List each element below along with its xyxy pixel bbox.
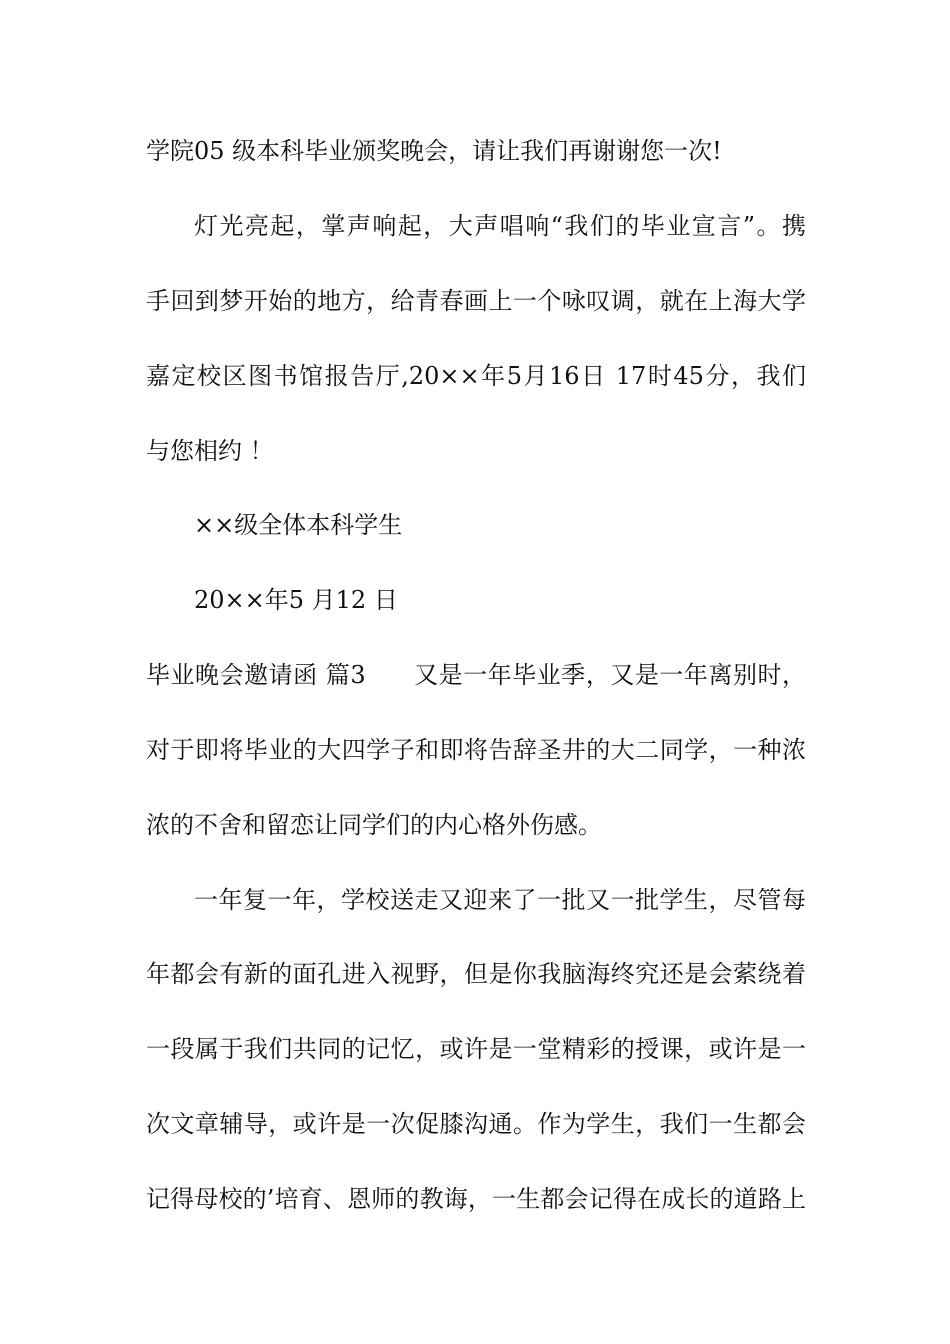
text-line: 与您相约 ！ <box>146 437 274 465</box>
text-line: 一年复一年，学校送走又迎来了一批又一批学生，尽管每 <box>194 886 806 914</box>
text-line: 手回到梦开始的地方，给青春画上一个咏叹调，就在上海大学 <box>146 287 806 315</box>
section-heading: 毕业晚会邀请函 篇3 <box>146 661 366 689</box>
text-line: 对于即将毕业的大四学子和即将告辞圣井的大二同学，一种浓 <box>146 736 806 764</box>
text-line: 浓的不舍和留恋让同学们的内心格外伤感。 <box>146 811 602 839</box>
text-line: 一段属于我们共同的记忆，或许是一堂精彩的授课，或许是一 <box>146 1035 806 1063</box>
section-intro: 又是一年毕业季，又是一年离别时， <box>413 661 806 689</box>
text-line: 次文章辅导，或许是一次促膝沟通。作为学生，我们一生都会 <box>146 1110 806 1138</box>
text-line: 学院05 级本科毕业颁奖晚会，请让我们再谢谢您一次! <box>146 137 722 165</box>
date-line: 20××年5 月12 日 <box>194 586 398 614</box>
text-line: 年都会有新的面孔进入视野，但是你我脑海终究还是会萦绕着 <box>146 960 806 988</box>
text-line: 嘉定校区图书馆报告厅,20××年5月16日 17时45分，我们 <box>146 362 806 390</box>
text-line: 灯光亮起，掌声响起，大声唱响“我们的毕业宣言”。携 <box>194 212 806 240</box>
text-line: 记得母校的’培育、恩师的教诲，一生都会记得在成长的道路上 <box>146 1185 806 1213</box>
signature-line: ××级全体本科学生 <box>194 511 403 539</box>
heading-line <box>146 658 806 692</box>
